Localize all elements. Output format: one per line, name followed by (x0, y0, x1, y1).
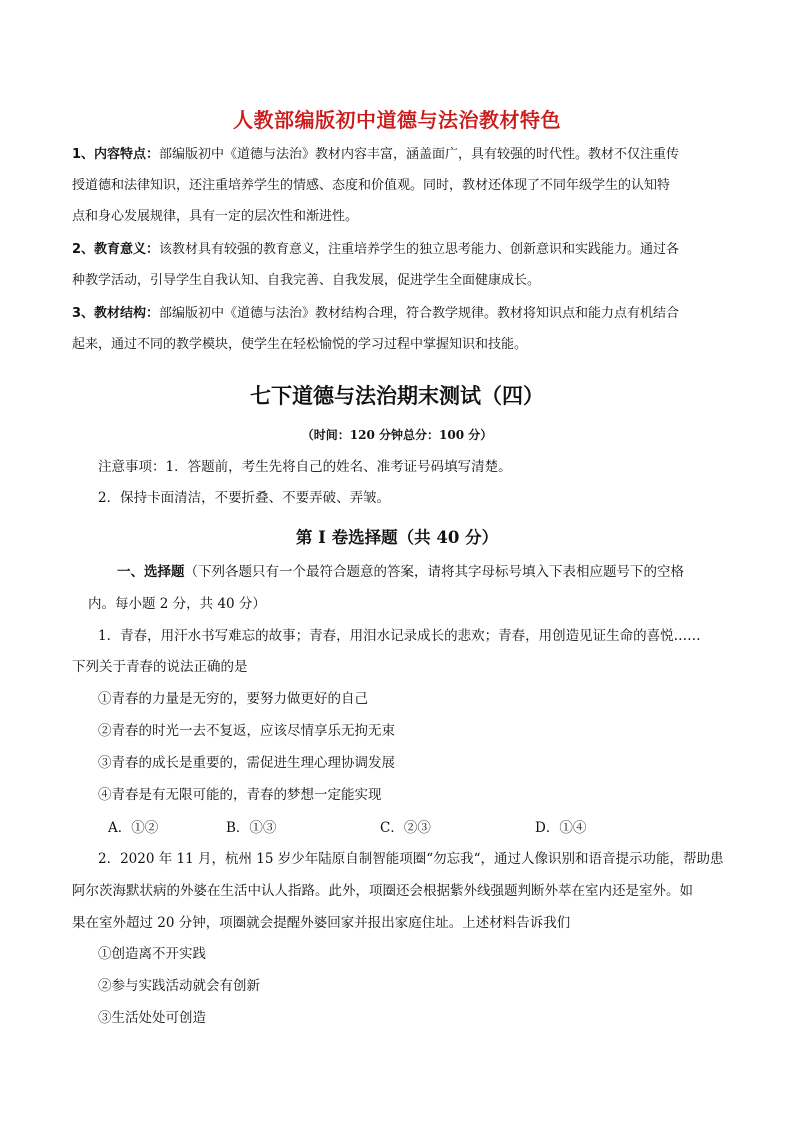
intro-paragraph-education (72, 234, 732, 296)
question-2-item: ①创造离不开实践 (98, 946, 206, 962)
question-1-option-b: B．①③ (226, 820, 277, 836)
intro-line: 2、教育意义：该教材具有较强的教育意义，注重培养学生的独立思考能力、创新意识和实践能力。通过各 (72, 242, 680, 257)
question-2-stem: 果在室外超过 20 分钟，项圈就会提醒外婆回家并报出家庭住址。上述材料告诉我们 (72, 915, 571, 931)
intro-label: 2、教育意义： (72, 242, 160, 257)
question-1-option-d: D．①④ (535, 820, 587, 836)
question-1-stem: 下列关于青春的说法正确的是 (72, 659, 248, 675)
notice-line-1: 注意事项：1．答题前，考生先将自己的姓名、准考证号码填写清楚。 (98, 459, 512, 475)
exam-subtitle: （时间：120 分钟总分：100 分） (301, 428, 493, 442)
intro-line: 3、教材结构：部编版初中《道德与法治》教材结构合理，符合教学规律。教材将知识点和能力点有机结合 (72, 306, 680, 321)
question-1-option-c: C．②③ (380, 820, 431, 836)
question-1-item: ①青春的力量是无穷的，要努力做更好的自己 (98, 691, 368, 707)
section-title: 第 I 卷选择题（共 40 分） (295, 528, 499, 547)
intro-line: 授道德和法律知识，还注重培养学生的情感、态度和价值观。同时，教材还体现了不同年级学生的认知特 (72, 178, 671, 193)
intro-line: 种教学活动，引导学生自我认知、自我完善、自我发展，促进学生全面健康成长。 (72, 273, 541, 288)
intro-label: 1、内容特点： (72, 147, 160, 162)
instruction-line: 一、选择题（下列各题只有一个最符合题意的答案，请将其字母标号填入下表相应题号下的空格 (117, 564, 684, 580)
question-2-item: ②参与实践活动就会有创新 (98, 978, 260, 994)
exam-title: 七下道德与法治期末测试（四） (250, 383, 544, 408)
intro-paragraph-structure (72, 298, 732, 360)
question-1-option-a: A．①② (108, 820, 159, 836)
question-1-item: ④青春是有无限可能的，青春的梦想一定能实现 (98, 787, 382, 803)
page-title: 人教部编版初中道德与法治教材特色 (233, 108, 561, 132)
question-1-item: ②青春的时光一去不复返，应该尽情享乐无拘无束 (98, 723, 395, 739)
question-2-stem: 阿尔茨海默状病的外婆在生活中认人指路。此外，项圈还会根据紫外线强题判断外萃在室内还是室外。如 (72, 883, 693, 899)
intro-paragraph-content (72, 139, 732, 232)
intro-line: 起来，通过不同的教学模块，使学生在轻松愉悦的学习过程中掌握知识和技能。 (72, 337, 528, 352)
question-2-stem: 2．2020 年 11 月，杭州 15 岁少年陆原自制智能项圈“勿忘我“，通过人像识别和语音提示功能，帮助患 (98, 851, 724, 867)
instruction-label: 一、选择题 (117, 564, 185, 580)
notice-line-2: 2．保持卡面清洁，不要折叠、不要弄破、弄皱。 (98, 490, 391, 506)
question-1-stem: 1．青春，用汗水书写难忘的故事；青春，用泪水记录成长的悲欢；青春，用创造见证生命的喜悦…… (98, 628, 701, 644)
intro-line: 1、内容特点：部编版初中《道德与法治》教材内容丰富，涵盖面广，具有较强的时代性。教材不仅注重传 (72, 147, 680, 162)
instruction-line: 内。每小题 2 分，共 40 分） (88, 596, 266, 612)
intro-label: 3、教材结构： (72, 306, 160, 321)
question-1-item: ③青春的成长是重要的，需促进生理心理协调发展 (98, 755, 395, 771)
question-2-item: ③生活处处可创造 (98, 1010, 206, 1026)
intro-line: 点和身心发展规律，具有一定的层次性和渐进性。 (72, 209, 359, 224)
